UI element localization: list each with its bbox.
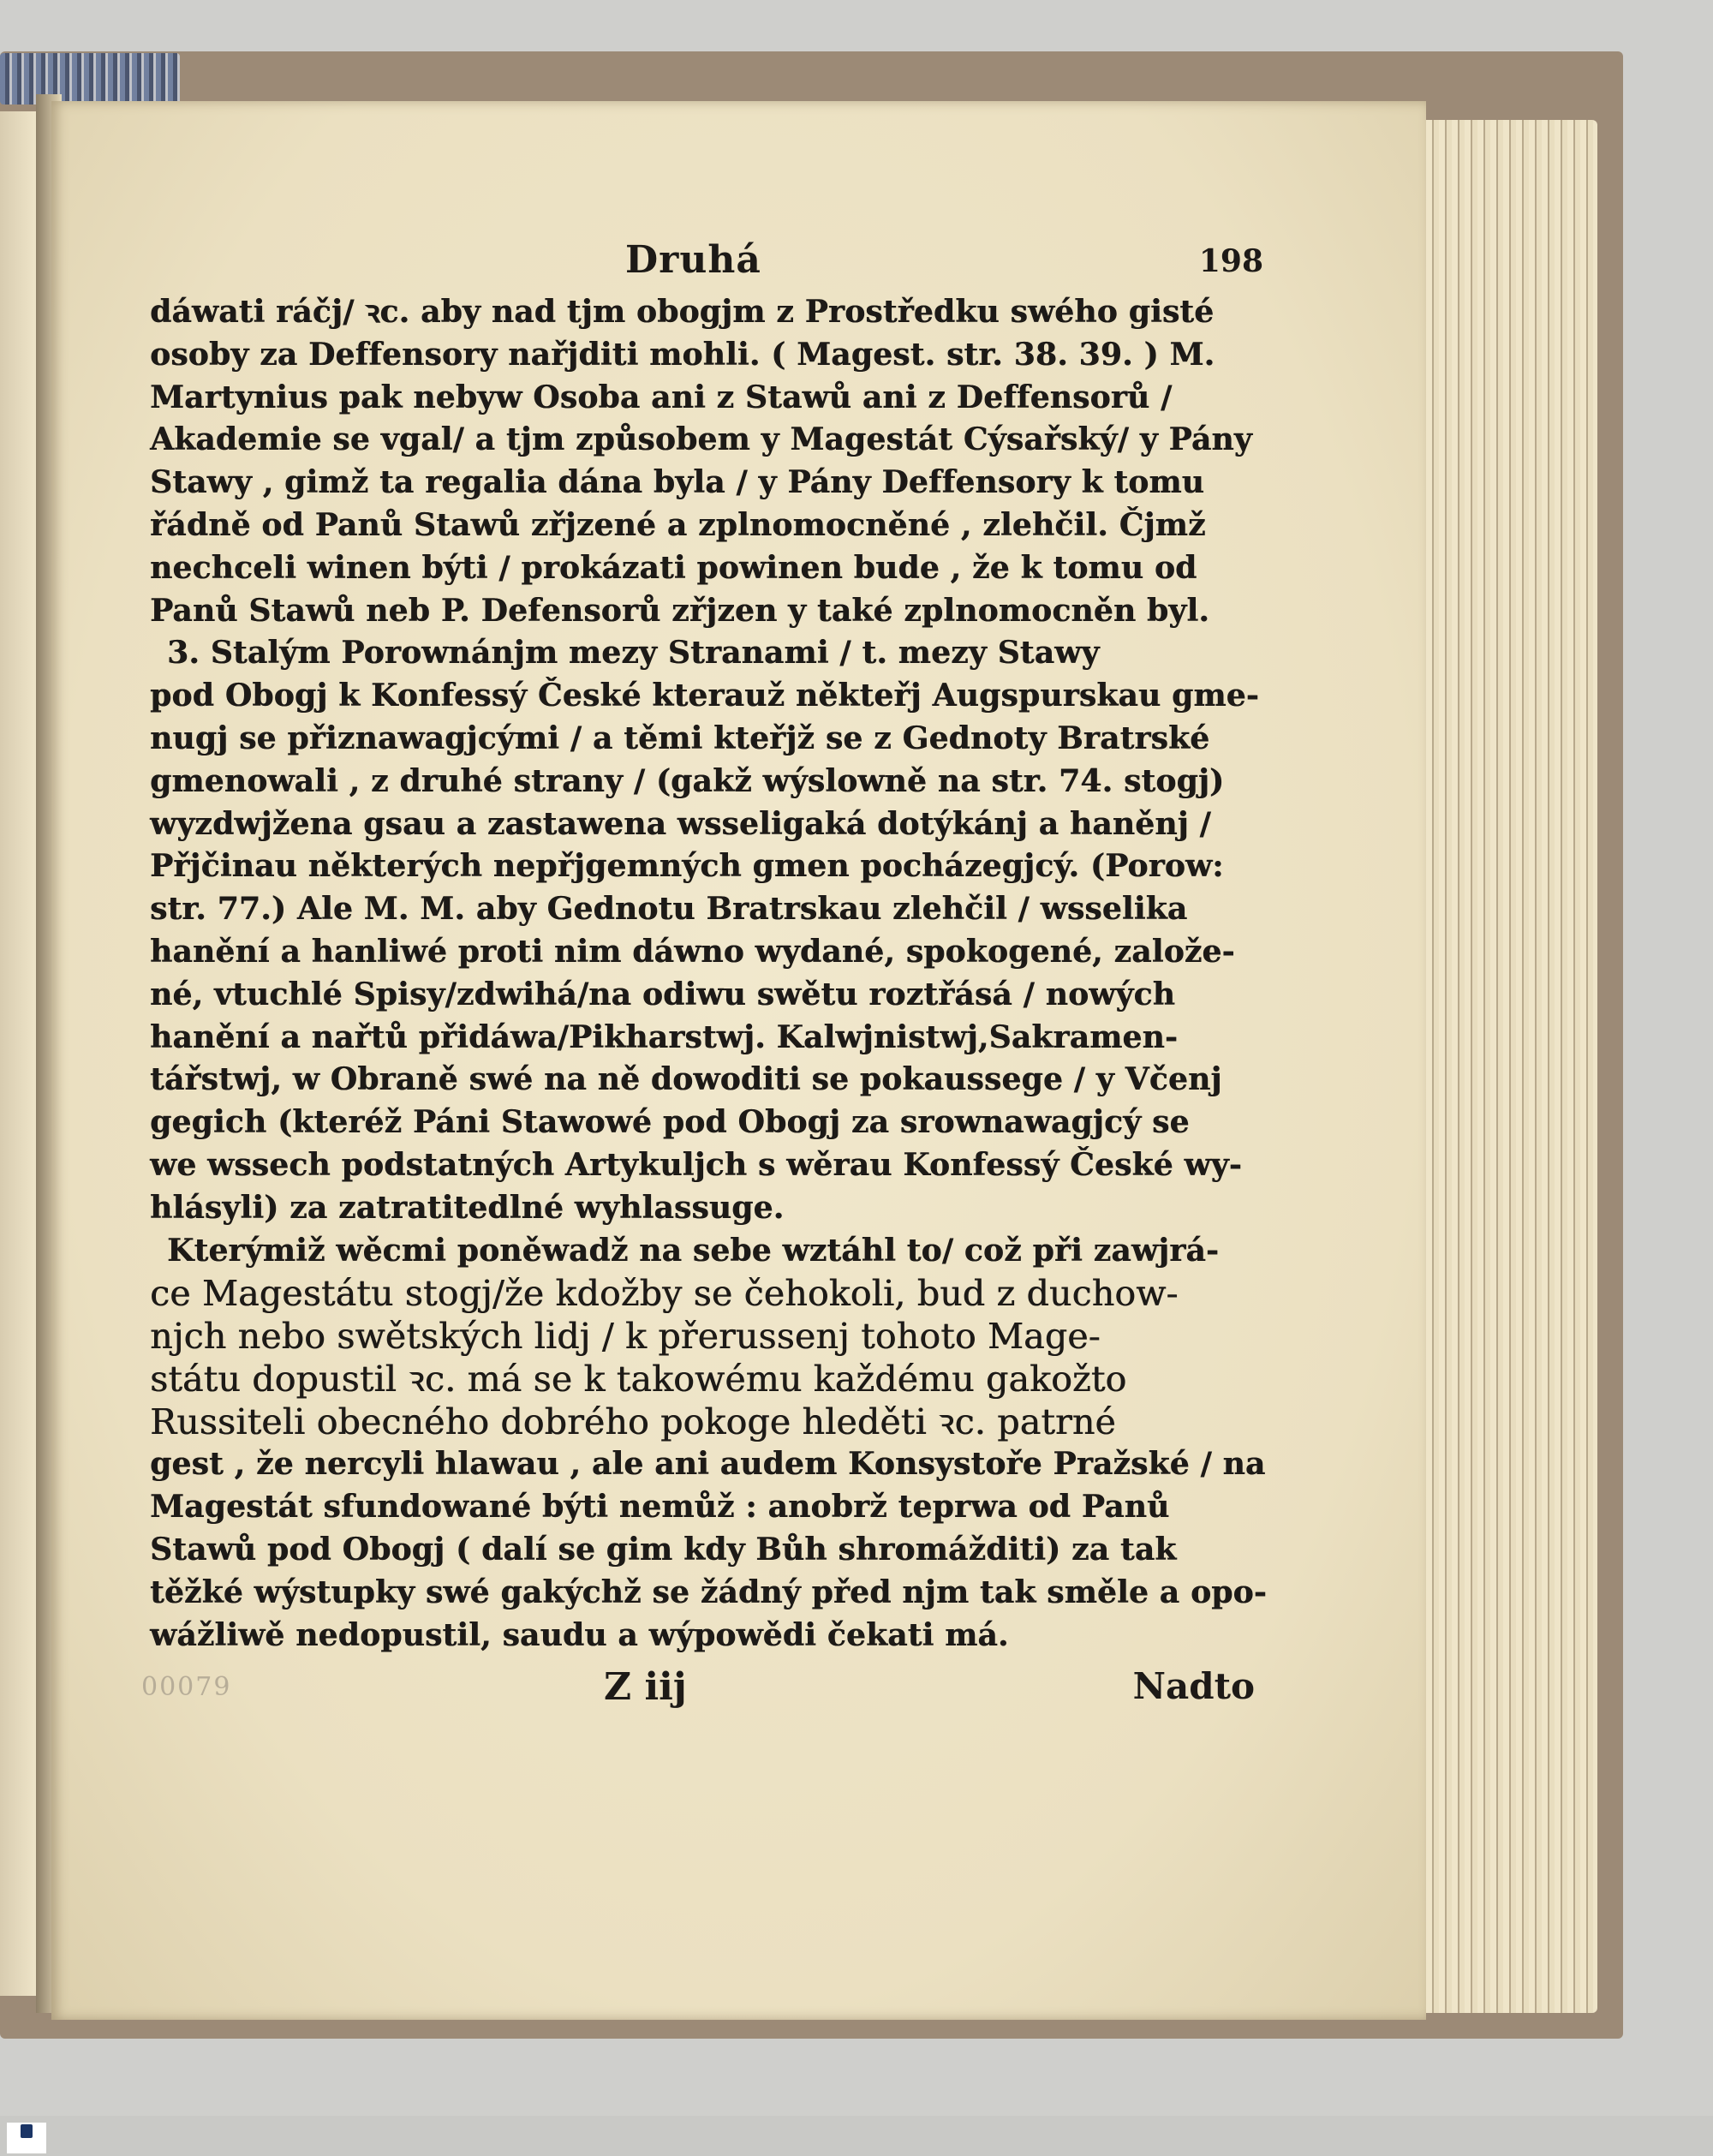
text-line: Panů Stawů neb P. Defensorů zřjzen y také zplnomocněn byl. bbox=[150, 592, 1210, 629]
text-line: státu dopustil ꝛc. má se k takowému každému gakožto bbox=[150, 1359, 1127, 1401]
text-line: njch nebo swětských lidj / k přerussenj tohoto Mage- bbox=[150, 1316, 1101, 1358]
page-number: 198 bbox=[1198, 243, 1263, 279]
text-line: nugj se přiznawagjcými / a těmi kteřjž se z Gednoty Bratrské bbox=[150, 720, 1210, 756]
text-line: Russiteli obecného dobrého pokoge hleděti ꝛc. patrné bbox=[150, 1401, 1116, 1443]
library-logo-icon[interactable] bbox=[7, 2123, 46, 2153]
text-line: Magestát sfundowané býti nemůž : anobrž teprwa od Panů bbox=[150, 1489, 1170, 1526]
text-line: těžké wýstupky swé gakýchž se žádný před njm tak směle a opo- bbox=[150, 1574, 1267, 1610]
body-text bbox=[150, 291, 1267, 1657]
text-line: Akademie se vgal/ a tjm způsobem y Magestát Cýsařský/ y Pány bbox=[150, 421, 1252, 458]
page-edges bbox=[1413, 120, 1597, 2013]
library-logo-mark bbox=[21, 2124, 33, 2138]
text-line: Stawů pod Obogj ( dalí se gim kdy Bůh shromážditi) za tak bbox=[150, 1531, 1177, 1568]
text-line: wyzdwjžena gsau a zastawena wsseligaká dotýkánj a haněnj / bbox=[150, 805, 1211, 842]
text-line: gest , že nercyli hlawau , ale ani audem Konsystoře Pražské / na bbox=[150, 1446, 1266, 1483]
text-line: Kterýmiž wěcmi poněwadž na sebe wztáhl to/ což při zawjrá- bbox=[167, 1232, 1220, 1269]
text-line: wážliwě nedopustil, saudu a wýpowědi čekati má. bbox=[150, 1616, 1009, 1653]
text-line: Stawy , gimž ta regalia dána byla / y Pány Deffensory k tomu bbox=[150, 464, 1205, 501]
viewer-status-bar bbox=[0, 2116, 1713, 2156]
text-line: tářstwj, w Obraně swé na ně dowoditi se pokaussege / y Včenj bbox=[150, 1061, 1222, 1098]
text-line: gmenowali , z druhé strany / (gakž wýslowně na str. 74. stogj) bbox=[150, 762, 1225, 799]
text-line: né, vtuchlé Spisy/zdwihá/na odiwu swětu roztřásá / nowých bbox=[150, 976, 1176, 1012]
text-line: řádně od Panů Stawů zřjzené a zplnomocněné , zlehčil. Čjmž bbox=[150, 506, 1206, 543]
text-line: gegich (kteréž Páni Stawowé pod Obogj za srownawagjcý se bbox=[150, 1104, 1190, 1141]
text-line: ce Magestátu stogj/že kdožby se čehokoli, bud z duchow- bbox=[150, 1273, 1179, 1315]
text-line: nechceli winen býti / prokázati powinen bude , že k tomu od bbox=[150, 549, 1197, 586]
left-page-edge bbox=[0, 111, 36, 1996]
text-line: 3. Stalým Porownánjm mezy Stranami / t. mezy Stawy bbox=[167, 635, 1100, 672]
text-line: we wssech podstatných Artykuljch s wěrau Konfessý České wy- bbox=[150, 1146, 1242, 1183]
text-line: Přjčinau některých nepřjgemných gmen pocházegjcý. (Porow: bbox=[150, 848, 1224, 885]
book-page bbox=[51, 101, 1426, 2020]
page-footer bbox=[141, 1662, 1255, 1722]
text-line: hlásyli) za zatratitedlné wyhlassuge. bbox=[150, 1189, 785, 1226]
text-line: pod Obogj k Konfessý České kterauž někteřj Augspurskau gme- bbox=[150, 678, 1259, 714]
text-line: str. 77.) Ale M. M. aby Gednotu Bratrskau zlehčil / wsselika bbox=[150, 891, 1188, 928]
text-line: dáwati ráčj/ ꝛc. aby nad tjm obogjm z Prostředku swého gisté bbox=[150, 294, 1215, 330]
faint-stamp: 00079 bbox=[141, 1672, 232, 1703]
text-line: hanění a nařtů přidáwa/Pikharstwj. Kalwjnistwj,Sakramen- bbox=[150, 1018, 1179, 1055]
text-line: osoby za Deffensory nařjditi mohli. ( Magest. str. 38. 39. ) M. bbox=[150, 336, 1215, 373]
signature-mark: Z iij bbox=[604, 1665, 687, 1710]
text-line: hanění a hanliwé proti nim dáwno wydané, spokogené, založe- bbox=[150, 933, 1235, 970]
catchword: Nadto bbox=[1132, 1665, 1255, 1708]
running-head bbox=[150, 238, 1263, 291]
page-running-title: Druhá bbox=[625, 238, 761, 282]
text-line: Martynius pak nebyw Osoba ani z Stawů ani z Deffensorů / bbox=[150, 379, 1173, 415]
text-block bbox=[141, 238, 1267, 1722]
book-headband bbox=[0, 53, 180, 105]
